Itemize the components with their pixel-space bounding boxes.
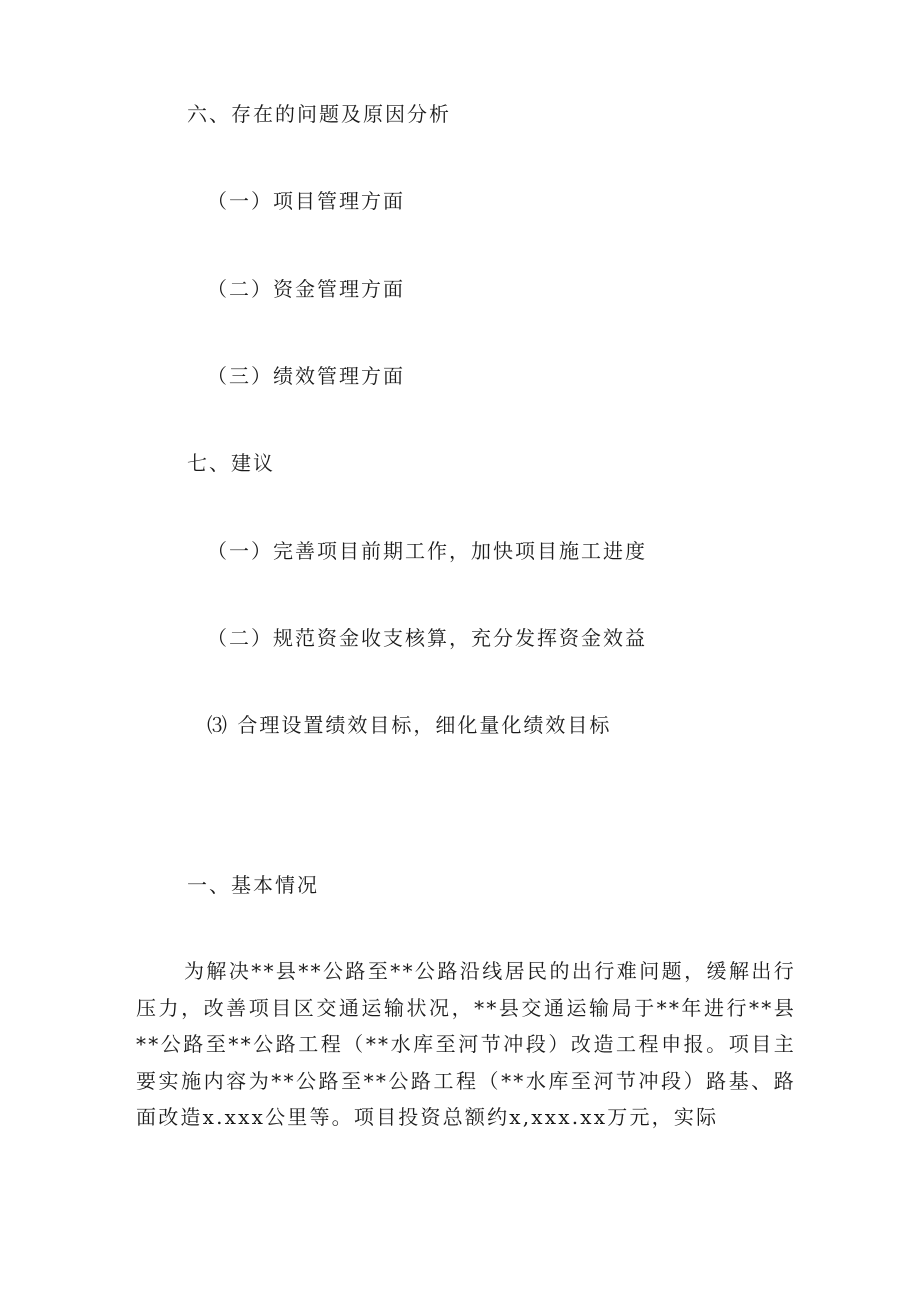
section-7-item-1: （一）完善项目前期工作，加快项目施工进度 xyxy=(207,539,647,563)
section-6-item-1: （一）项目管理方面 xyxy=(207,189,405,213)
section-7-item-2: （二）规范资金收支核算，充分发挥资金效益 xyxy=(207,626,647,650)
section-7-item-3: ⑶ 合理设置绩效目标，细化量化绩效目标 xyxy=(207,713,612,737)
section-6-item-3: （三）绩效管理方面 xyxy=(207,364,405,388)
section-1-paragraph: 为解决**县**公路至**公路沿线居民的出行难问题，缓解出行压力，改善项目区交通运输状况，**县交通运输局于**年进行**县**公路至**公路工程（**水库至河节冲段）改造工程申报。项目主要实施内容为**公路至**公路工程（**水库至河节冲段）路基、路面改造x.xxx公里等。项目投资总额约x,xxx.xx万元，实际 xyxy=(136,959,796,1129)
section-1-heading: 一、基本情况 xyxy=(187,873,319,897)
section-6-item-2: （二）资金管理方面 xyxy=(207,277,405,301)
section-7-heading: 七、建议 xyxy=(187,451,275,475)
section-6-heading: 六、存在的问题及原因分析 xyxy=(187,102,451,126)
